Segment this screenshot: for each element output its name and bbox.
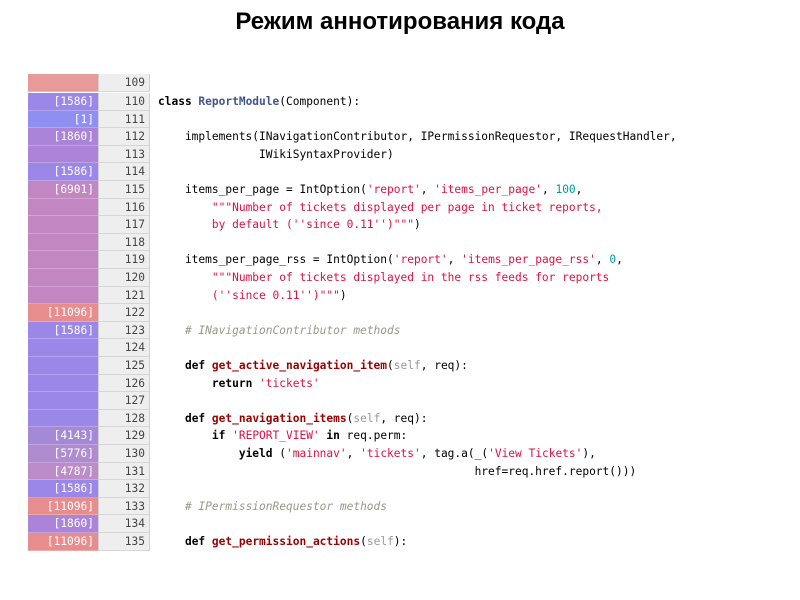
line-number[interactable]: 121 [98, 287, 150, 305]
code-token: , [420, 183, 435, 196]
code-token: def [184, 411, 212, 425]
code-line [28, 515, 788, 533]
revision-link [28, 375, 98, 393]
line-number: 109 [98, 74, 150, 92]
code-token: 'report' [393, 253, 448, 267]
code-token: , req): [380, 411, 428, 425]
revision-link[interactable]: [4143] [28, 427, 98, 445]
line-number[interactable]: 125 [98, 357, 150, 375]
code-token: , [447, 253, 462, 267]
code-token [158, 289, 212, 302]
code-line [28, 216, 788, 234]
code-text [158, 146, 394, 164]
code-token: """Number of tickets displayed per page in ticket reports, [211, 200, 603, 214]
line-number[interactable]: 119 [98, 251, 150, 269]
code-token: , [346, 447, 361, 460]
page-title: Режим аннотирования кода [235, 8, 565, 35]
code-token: 'tickets' [259, 376, 320, 390]
code-token: , [595, 253, 610, 267]
revision-link [28, 269, 98, 287]
code-text [158, 445, 596, 463]
revision-link[interactable]: [1860] [28, 128, 98, 146]
code-token: get_navigation_items [211, 411, 347, 425]
line-number[interactable]: 131 [98, 463, 150, 481]
line-number[interactable]: 114 [98, 163, 150, 181]
line-number[interactable]: 128 [98, 410, 150, 428]
code-line [28, 498, 788, 516]
code-text [158, 357, 468, 375]
code-token: 'View Tickets' [488, 447, 583, 460]
code-token [158, 535, 185, 548]
code-token: items_per_page = IntOption( [158, 183, 367, 196]
line-number[interactable]: 115 [98, 181, 150, 199]
code-token: req.perm: [339, 429, 408, 443]
code-token [158, 500, 185, 513]
code-line [28, 234, 788, 252]
code-token [158, 201, 212, 214]
line-number[interactable]: 110 [98, 93, 150, 111]
code-line [28, 533, 788, 551]
code-line [28, 163, 788, 181]
code-token: if [211, 429, 233, 443]
code-token: by default (''since 0.11'')""" [211, 218, 414, 232]
code-text [158, 251, 623, 269]
code-token: 'mainnav' [286, 447, 347, 460]
code-token [158, 271, 212, 284]
code-token: , [541, 183, 556, 196]
code-token: ( [346, 411, 354, 425]
revision-link[interactable]: [11096] [28, 533, 98, 551]
code-text [158, 93, 360, 111]
code-token: # INavigationContributor methods [184, 323, 401, 337]
code-token: (''since 0.11'')""" [211, 288, 340, 302]
code-line [28, 392, 788, 410]
code-token [158, 359, 185, 372]
code-line [28, 375, 788, 393]
code-line [28, 322, 788, 340]
revision-link [28, 339, 98, 357]
code-text [158, 181, 582, 199]
revision-link [28, 357, 98, 375]
code-token: class [158, 95, 199, 108]
line-number[interactable]: 117 [98, 216, 150, 234]
revision-link[interactable]: [1860] [28, 515, 98, 533]
code-text [158, 410, 427, 428]
code-token [158, 218, 212, 231]
code-text [158, 199, 603, 217]
code-token: ) [413, 218, 421, 232]
line-number[interactable]: 135 [98, 533, 150, 551]
code-token: def [184, 535, 212, 548]
line-number[interactable]: 123 [98, 322, 150, 340]
code-token: 'report' [366, 183, 421, 196]
revision-link [28, 146, 98, 164]
revision-link[interactable]: [4787] [28, 463, 98, 481]
code-line [28, 410, 788, 428]
code-text [158, 322, 401, 340]
revision-link[interactable]: [1586] [28, 93, 98, 111]
code-token: """Number of tickets displayed in the rss feeds for reports [211, 271, 610, 284]
code-line [28, 181, 788, 199]
code-token: , req): [420, 359, 468, 372]
code-token: 'items_per_page_rss' [461, 253, 596, 267]
line-number[interactable]: 129 [98, 427, 150, 445]
line-number[interactable]: 113 [98, 146, 150, 164]
revision-link[interactable]: [1586] [28, 163, 98, 181]
code-text [158, 128, 677, 146]
code-line [28, 128, 788, 146]
line-number[interactable]: 127 [98, 392, 150, 410]
code-line-partial [28, 74, 788, 92]
code-token: 'items_per_page' [434, 183, 542, 196]
code-text [158, 216, 421, 234]
code-token: ): [393, 535, 408, 548]
revision-link[interactable]: [11096] [28, 498, 98, 516]
line-number[interactable]: 118 [98, 234, 150, 252]
code-text [158, 375, 320, 393]
revision-link [28, 216, 98, 234]
revision-cell [28, 74, 98, 92]
code-line [28, 199, 788, 217]
revision-link[interactable]: [1586] [28, 322, 98, 340]
line-number[interactable]: 116 [98, 199, 150, 217]
line-number[interactable]: 124 [98, 339, 150, 357]
code-token: ) [339, 288, 347, 302]
code-token: ), [582, 447, 596, 460]
code-token [158, 324, 185, 337]
revision-link [28, 287, 98, 305]
revision-link [28, 392, 98, 410]
code-text [158, 269, 609, 287]
revision-link[interactable]: [1586] [28, 480, 98, 498]
code-line [28, 146, 788, 164]
revision-link [28, 251, 98, 269]
code-line [28, 304, 788, 322]
line-number[interactable]: 122 [98, 304, 150, 322]
code-text [158, 533, 407, 551]
code-text [158, 427, 407, 445]
line-number[interactable]: 111 [98, 111, 150, 129]
code-token [158, 412, 185, 425]
code-token: in [326, 429, 340, 443]
code-token [158, 377, 212, 390]
code-line [28, 445, 788, 463]
code-token: ( [279, 447, 286, 460]
code-token [158, 429, 212, 442]
revision-link [28, 234, 98, 252]
line-number[interactable]: 133 [98, 498, 150, 516]
code-token: 'REPORT_VIEW' [232, 429, 320, 443]
code-token: href=req.href.report())) [158, 464, 637, 478]
code-token: , [616, 253, 623, 267]
revision-link [28, 410, 98, 428]
code-line [28, 339, 788, 357]
revision-link [28, 199, 98, 217]
code-text [158, 498, 387, 516]
code-token: implements(INavigationContributor, IPermissionRequestor, IRequestHandler, [158, 130, 677, 144]
code-token: , tag.a(_( [420, 447, 489, 460]
code-token: get_permission_actions [211, 535, 361, 548]
code-token: self [393, 359, 421, 372]
line-number[interactable]: 112 [98, 128, 150, 146]
code-text [158, 287, 347, 305]
revision-link[interactable]: [6901] [28, 181, 98, 199]
line-number[interactable]: 132 [98, 480, 150, 498]
revision-link[interactable]: [1] [28, 111, 98, 129]
code-token: self [353, 411, 381, 425]
code-line [28, 463, 788, 481]
revision-link[interactable]: [5776] [28, 445, 98, 463]
code-line [28, 480, 788, 498]
code-token: ( [360, 535, 367, 548]
code-token: IWikiSyntaxProvider) [158, 147, 394, 161]
line-number[interactable]: 134 [98, 515, 150, 533]
code-token: 100 [555, 183, 576, 196]
code-token: return [211, 376, 260, 390]
code-line [28, 357, 788, 375]
code-line [28, 251, 788, 269]
code-token: self [366, 535, 394, 548]
line-number[interactable]: 130 [98, 445, 150, 463]
code-token: def [184, 359, 212, 372]
code-token: get_active_navigation_item [211, 359, 388, 372]
code-token: ( [387, 359, 394, 372]
code-token: 0 [609, 253, 617, 267]
code-token: , [575, 183, 583, 196]
code-line [28, 93, 788, 111]
line-number[interactable]: 120 [98, 269, 150, 287]
code-token: (Component): [279, 95, 361, 108]
code-token: yield [238, 447, 280, 460]
code-line [28, 427, 788, 445]
code-token: # IPermissionRequestor methods [184, 499, 388, 513]
code-token [158, 447, 239, 460]
revision-link[interactable]: [11096] [28, 304, 98, 322]
code-text [158, 463, 636, 481]
code-token: 'tickets' [360, 447, 421, 460]
annotated-code-view [28, 76, 788, 552]
code-line [28, 111, 788, 129]
code-line [28, 269, 788, 287]
code-token: ReportModule [198, 95, 280, 108]
code-token: items_per_page_rss = IntOption( [158, 253, 394, 267]
code-line [28, 287, 788, 305]
line-number[interactable]: 126 [98, 375, 150, 393]
